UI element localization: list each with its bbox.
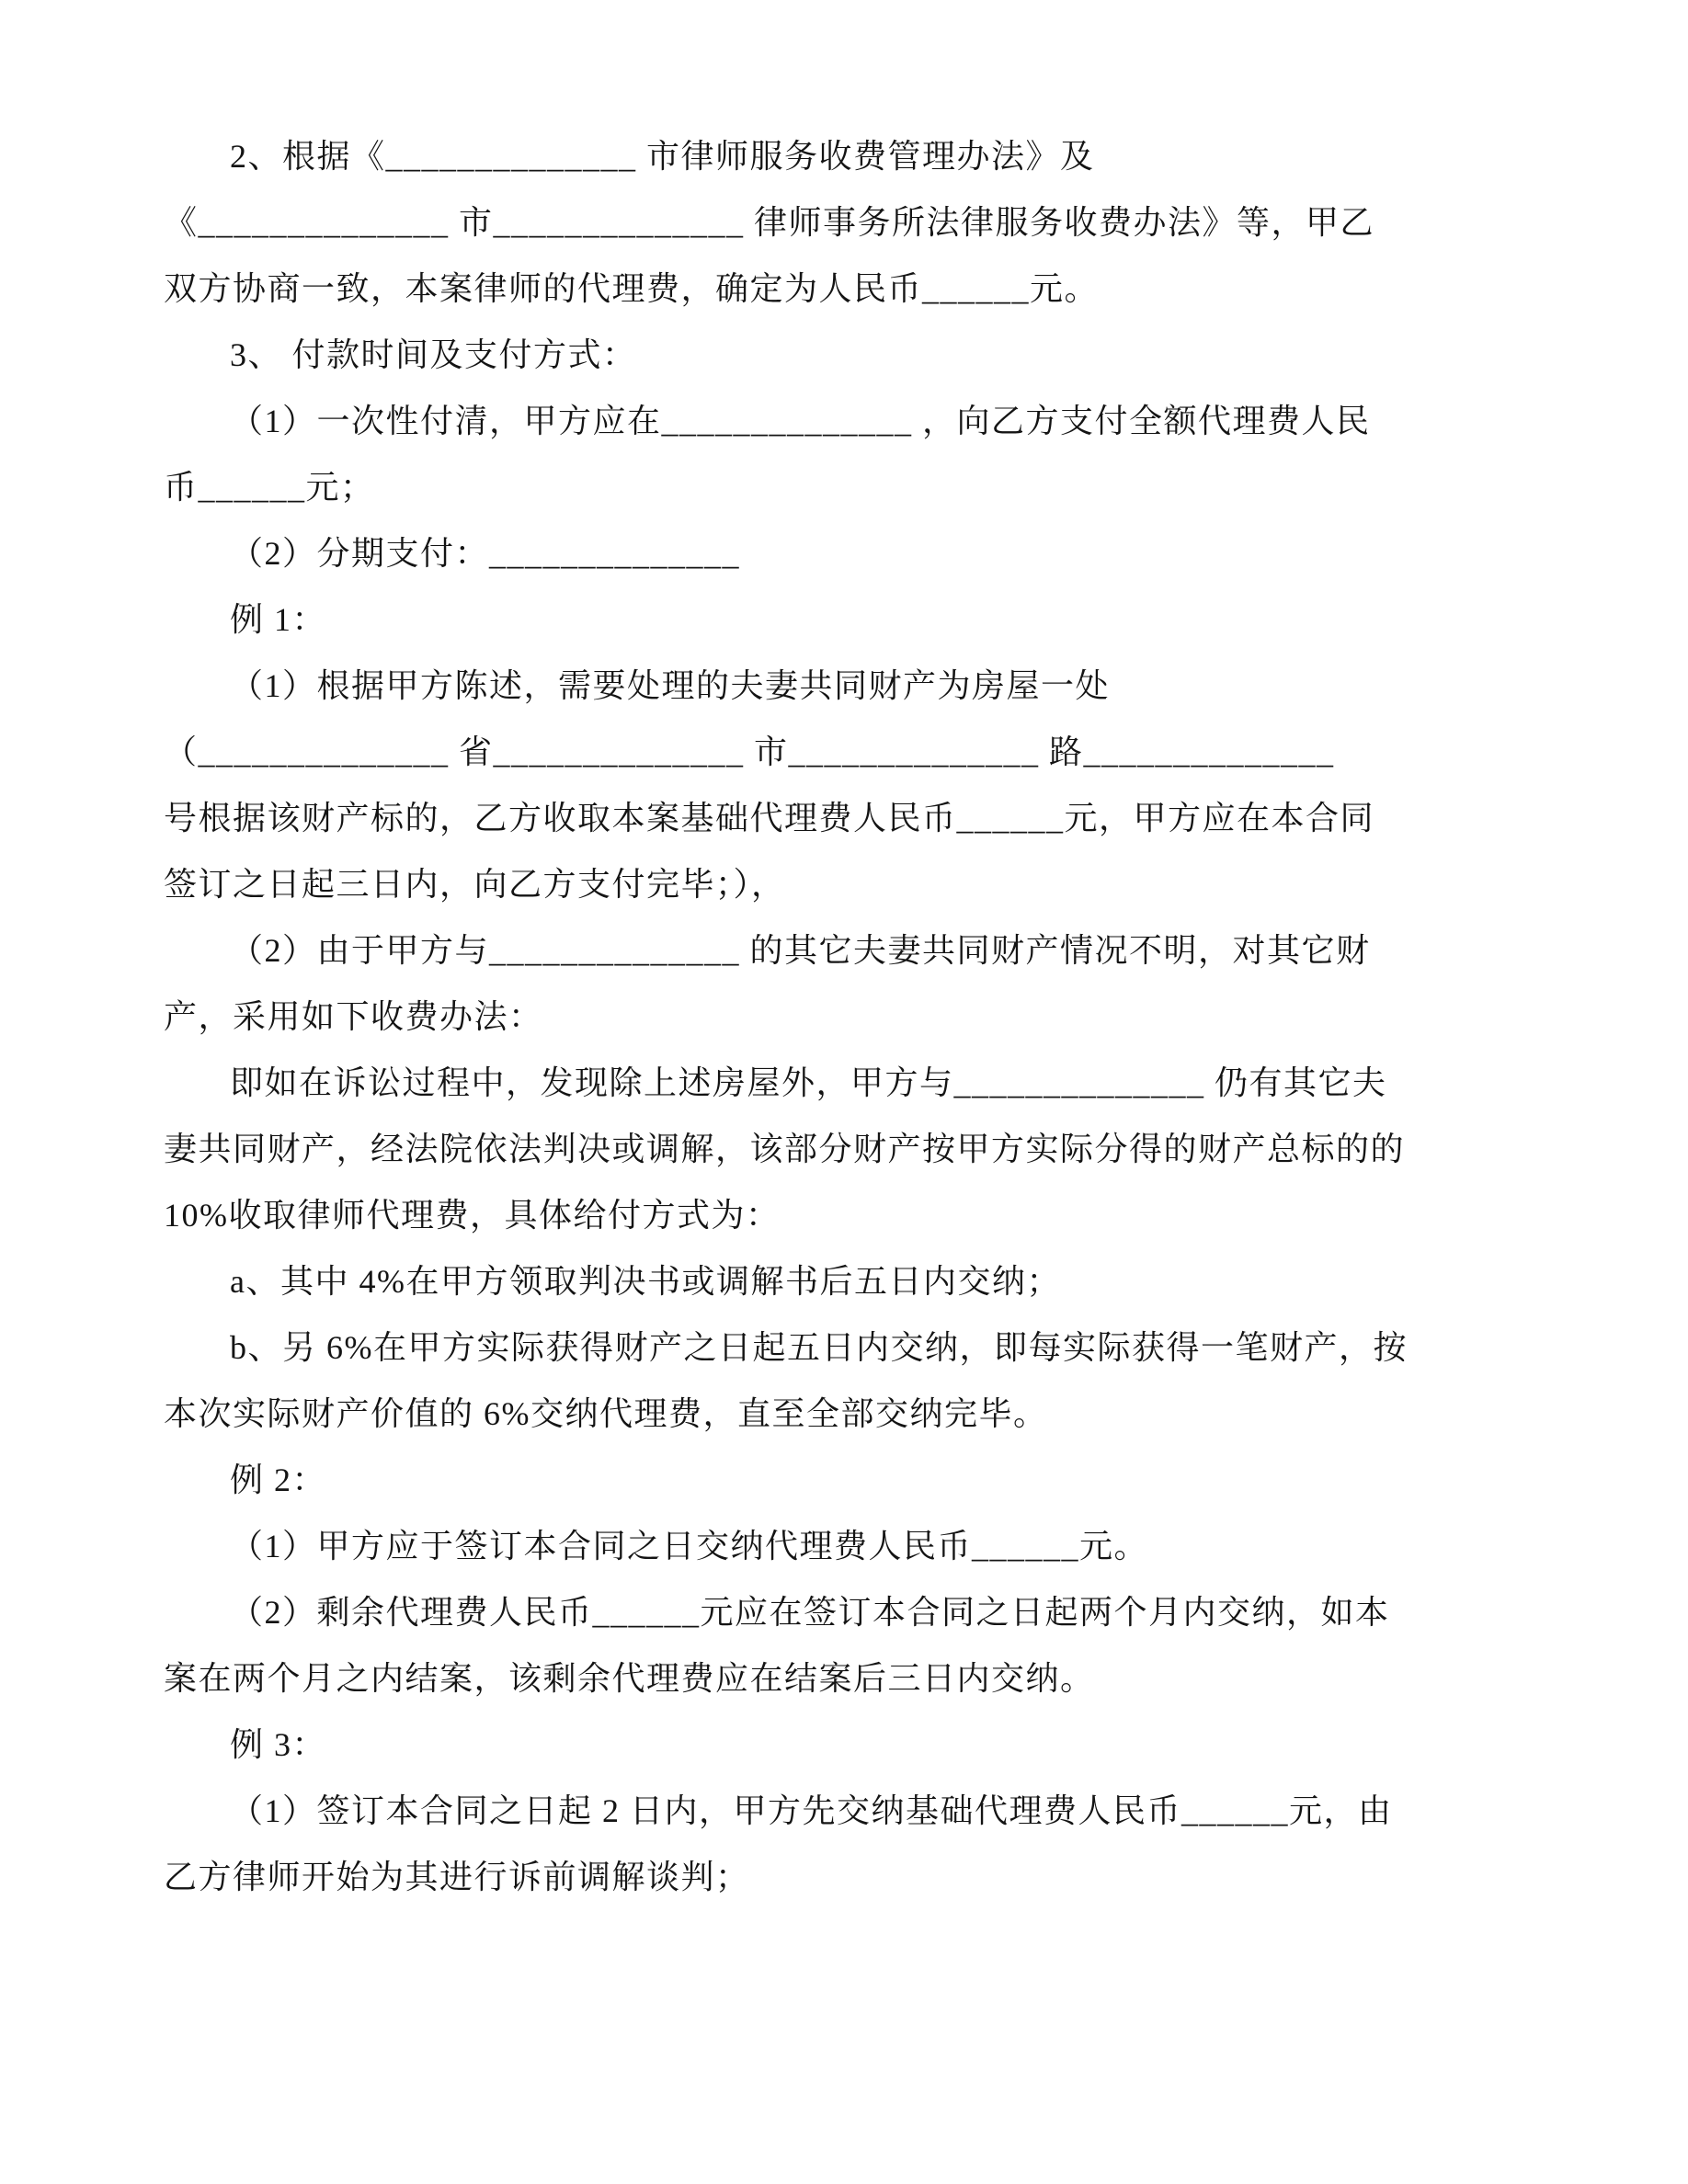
document-line: b、另 6%在甲方实际获得财产之日起五日内交纳，即每实际获得一笔财产，按 [230, 1329, 1408, 1366]
document-line: 签订之日起三日内，向乙方支付完毕；）， [164, 866, 786, 903]
document-line: 币______元； [164, 469, 375, 506]
document-body [164, 123, 1530, 1910]
document-line: 例 1： [230, 601, 327, 638]
document-line: （2）剩余代理费人民币______元应在签订本合同之日起两个月内交纳，如本 [230, 1594, 1390, 1631]
document-line: 本次实际财产价值的 6%交纳代理费，直至全部交纳完毕。 [164, 1395, 1048, 1432]
document-line: （1）一次性付清，甲方应在______________ ，向乙方支付全额代理费人民 [230, 403, 1371, 439]
document-line: 产，采用如下收费办法： [164, 998, 543, 1035]
document-line: 例 3： [230, 1726, 327, 1763]
document-line: （2）分期支付：______________ [230, 535, 741, 572]
document-line: 案在两个月之内结案，该剩余代理费应在结案后三日内交纳。 [164, 1660, 1095, 1697]
document-line: 妻共同财产，经法院依法判决或调解，该部分财产按甲方实际分得的财产总标的的 [164, 1131, 1406, 1167]
document-line: （______________ 省______________ 市______________ 路______________ [164, 734, 1335, 770]
document-line: （1）根据甲方陈述，需要处理的夫妻共同财产为房屋一处 [230, 667, 1111, 704]
document-line: （1）签订本合同之日起 2 日内，甲方先交纳基础代理费人民币______元，由 [230, 1792, 1393, 1829]
document-line: a、其中 4%在甲方领取判决书或调解书后五日内交纳； [230, 1263, 1061, 1300]
document-line: 《______________ 市______________ 律师事务所法律服务收费办法》等，甲乙 [164, 204, 1375, 241]
document-line: 10%收取律师代理费，具体给付方式为： [164, 1197, 781, 1234]
document-line: 双方协商一致，本案律师的代理费，确定为人民币______元。 [164, 270, 1100, 307]
document-line: 3、 付款时间及支付方式： [230, 336, 637, 373]
document-line: 2、根据《______________ 市律师服务收费管理办法》及 [230, 138, 1095, 175]
document-line: 号根据该财产标的，乙方收取本案基础代理费人民币______元，甲方应在本合同 [164, 800, 1375, 836]
document-line: （2）由于甲方与______________ 的其它夫妻共同财产情况不明，对其它财 [230, 932, 1371, 969]
document-line: 例 2： [230, 1462, 327, 1498]
document-line: 即如在诉讼过程中，发现除上述房屋外，甲方与______________ 仍有其它夫 [230, 1064, 1387, 1101]
document-line: （1）甲方应于签订本合同之日交纳代理费人民币______元。 [230, 1528, 1149, 1564]
document-line: 乙方律师开始为其进行诉前调解谈判； [164, 1859, 750, 1895]
